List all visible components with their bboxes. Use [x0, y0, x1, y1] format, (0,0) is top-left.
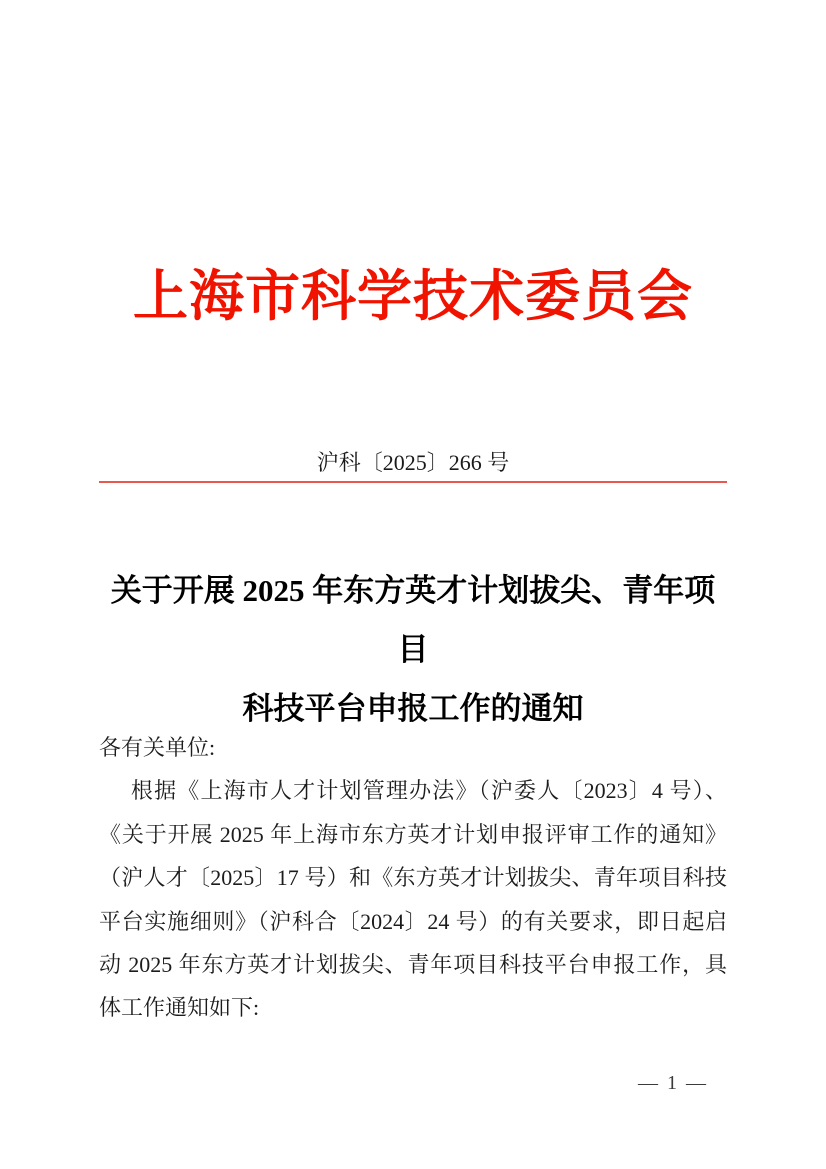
salutation: 各有关单位: [99, 735, 216, 760]
notice-title-line1: 关于开展 2025 年东方英才计划拔尖、青年项目 [110, 573, 716, 667]
paragraph-line: 《关于开展 2025 年上海市东方英才计划申报评审工作的通知》 [99, 821, 727, 847]
paragraph-line: （沪人才〔2025〕17 号）和《东方英才计划拔尖、青年项目科技 [99, 865, 727, 891]
document-number: 沪科〔2025〕266 号 [316, 450, 510, 475]
paragraph-line: 体工作通知如下: [99, 995, 260, 1021]
agency-title: 上海市科学技术委员会 [132, 266, 693, 327]
body-text [99, 726, 727, 1030]
paragraph-line: 根据《上海市人才计划管理办法》（沪委人〔2023〕4 号）、 [130, 778, 727, 804]
paragraph-line: 动 2025 年东方英才计划拔尖、青年项目科技平台申报工作，具 [99, 952, 727, 978]
paragraph-line: 平台实施细则》（沪科合〔2024〕24 号）的有关要求，即日起启 [99, 908, 727, 934]
page-number: — 1 — [638, 1072, 708, 1094]
notice-title [99, 561, 727, 738]
red-divider [99, 481, 727, 483]
notice-title-line2: 科技平台申报工作的通知 [242, 691, 584, 726]
